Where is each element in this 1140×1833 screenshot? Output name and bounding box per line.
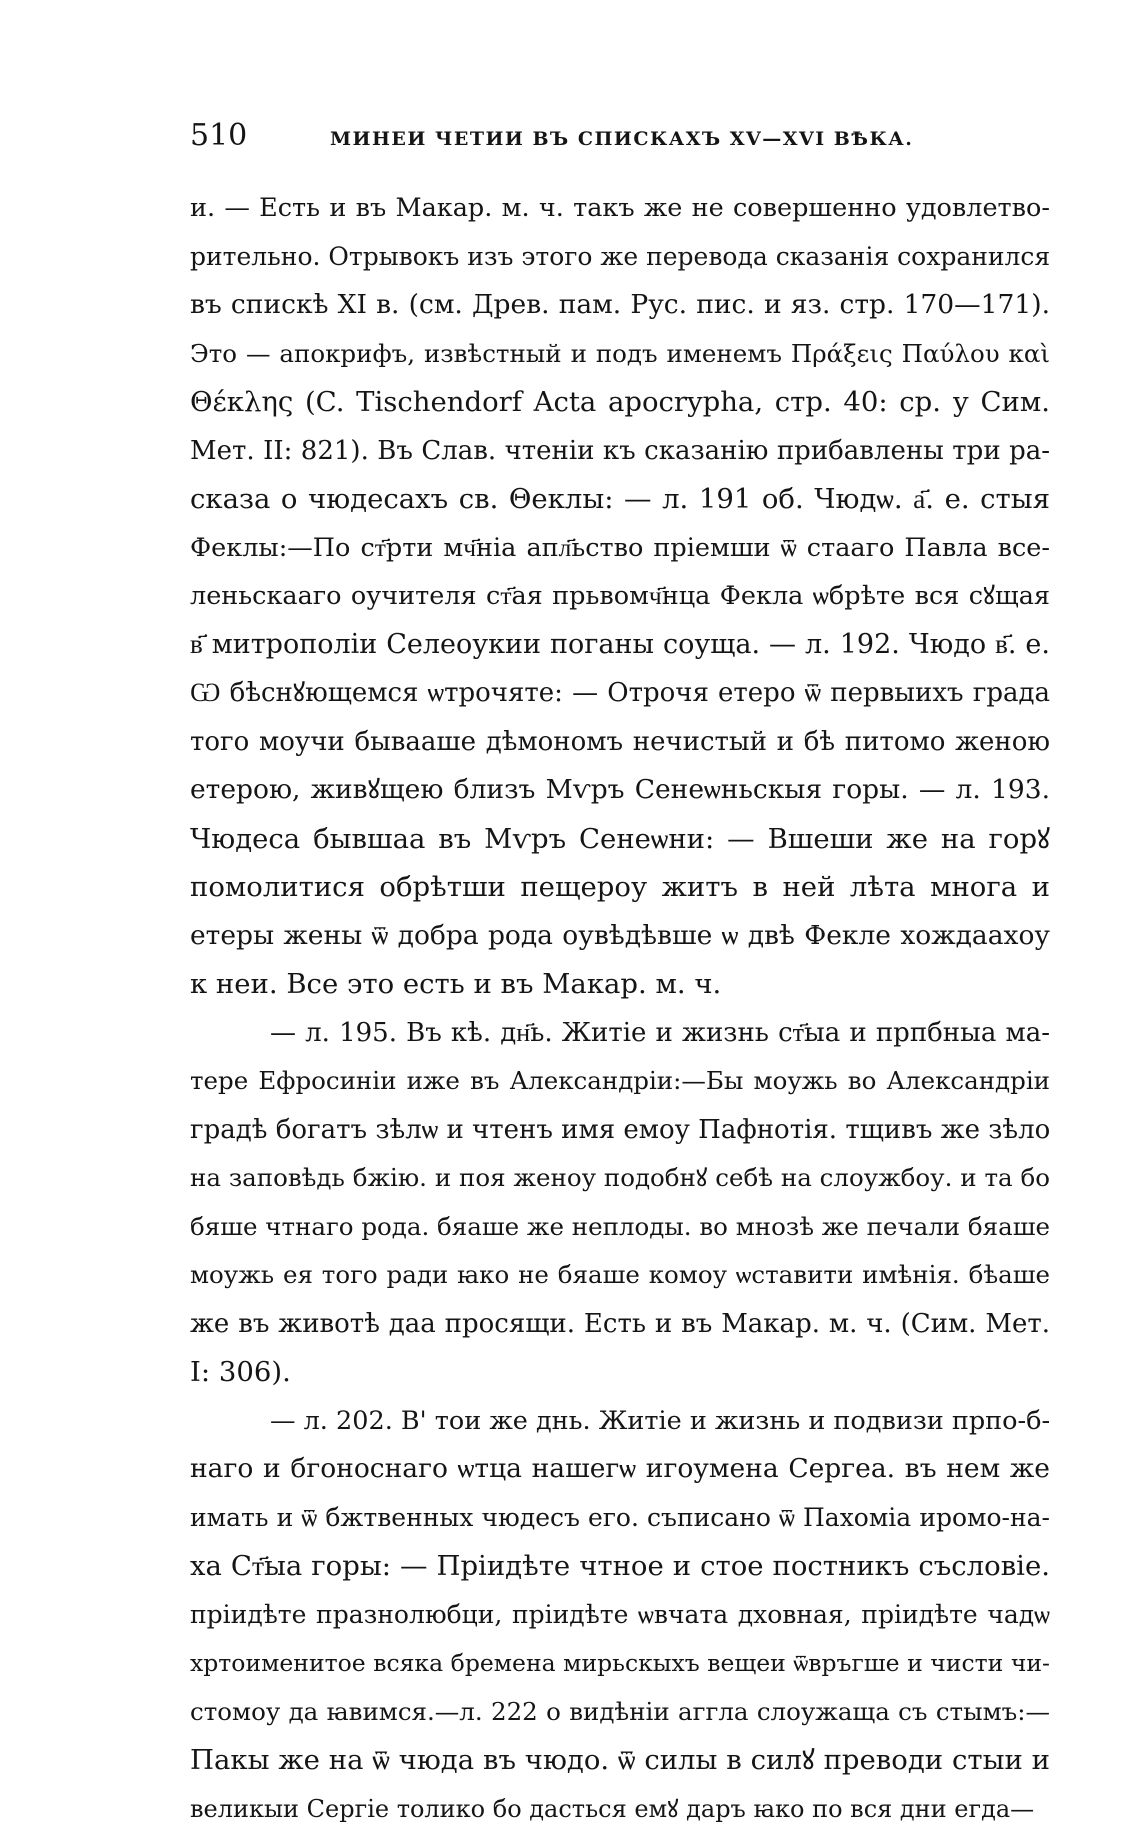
text-line: — л. 195. Въ кѣ. дн҃ь. Житіе и жизнь ст҃ыа и прпбныа ма- [190, 1009, 1050, 1058]
text-line: тере Ефросиніи иже въ Александріи:—Бы моужь во Александріи [190, 1057, 1050, 1106]
text-line: Чюдеса бывшаа въ Мѵръ Сенеѡни: — Вшеши же на горꙋ [190, 815, 1050, 864]
text-line: помолитися обрѣтши пещероу житъ в ней лѣта многа и [190, 863, 1050, 912]
text-line: — л. 202. В' тои же днь. Житіе и жизнь и подвизи прпо-б- [190, 1397, 1050, 1446]
text-line: в҃ митрополіи Селеоукии поганы соуща. — л. 192. Чюдо в҃. е. [190, 621, 1050, 670]
paragraph [190, 1009, 1050, 1397]
text-line: Пакы же на ѿ чюда въ чюдо. ѿ силы в силꙋ преводи стыи и [190, 1736, 1050, 1785]
text-line: сказа о чюдесахъ св. Θеклы: — л. 191 об. Чюдѡ. а҃. е. стыя [190, 475, 1050, 524]
text-line: ха Ст҃ыа горы: — Пріидѣте чтное и стое постникъ съсловіе. [190, 1542, 1050, 1591]
text-line: великыи Сергіе толико бо дасться емꙋ даръ ꙗко по вся дни егда— [190, 1785, 1050, 1833]
text-line: Это — апокрифъ, извѣстный и подъ именемъ Πράξεις Παύλου καὶ [190, 330, 1050, 379]
text-line: Феклы:—По ст҃рти мч҃ніа апл҃ьство пріемши ѿ стаагo Павла все- [190, 524, 1050, 573]
text-line: имать и ѿ бжтвенных чюдесъ его. съписано ѿ Пахоміа иромо-на- [190, 1494, 1050, 1543]
text-line: стомоу да ꙗвимся.—л. 222 о видѣніи аггла слоужаща съ стымъ:— [190, 1688, 1050, 1737]
book-page [190, 118, 1050, 1833]
page-header [190, 118, 1050, 162]
text-line: Мет. II: 821). Въ Слав. чтеніи къ сказанію прибавлены три ра- [190, 427, 1050, 476]
text-line: градѣ богатъ зѣлѡ и чтенъ имя емоу Пафнотія. тщивъ же зѣло [190, 1106, 1050, 1155]
text-line: Θέκλης (C. Tischendorf Acta apocrypha, стр. 40: ср. у Сим. [190, 378, 1050, 427]
text-line: етерою, живꙋщею близъ Мѵръ Сенеѡньскыя горы. — л. 193. [190, 766, 1050, 815]
text-line: того моучи бываaше дѣмономъ нечистый и бѣ питомо женою [190, 718, 1050, 767]
text-line: бяше чтнаго рода. бяаше же неплоды. во мнозѣ же печали бяаше [190, 1203, 1050, 1252]
text-line: и. — Есть и въ Макар. м. ч. такъ же не совершенно удовлетво- [190, 184, 1050, 233]
page-number: 510 [190, 118, 300, 153]
text-line: рительно. Отрывокъ изъ этого же перевода сказанія сохранился [190, 233, 1050, 282]
paragraph [190, 1397, 1050, 1833]
text-line: же въ животѣ даа просящи. Есть и въ Макар. м. ч. (Сим. Мет. [190, 1300, 1050, 1349]
text-line: I: 306). [190, 1348, 1050, 1397]
text-line: моужь ея того ради ꙗко не бяаше комоу ѡставити имѣнія. бѣаше [190, 1251, 1050, 1300]
running-title: МИНЕИ ЧЕТИИ ВЪ СПИСКАХЪ XV—XVI ВѢКА. [330, 128, 913, 150]
text-line: леньскааго оучителя ст҃ая прьвомч҃нца Фекла ѡбрѣте вся сꙋщая [190, 572, 1050, 621]
text-line: хртоименитое всяка бремена мирьскыхъ вещеи ѿвръгше и чисти чи- [190, 1639, 1050, 1688]
text-line: на заповѣдь бжію. и поя женоу подобнꙋ себѣ на слоужбоу. и та бо [190, 1154, 1050, 1203]
text-line: Ѡ бѣснꙋющемся ѡтрочяте: — Отрочя етеро ѿ первыихъ града [190, 669, 1050, 718]
text-line: етеры жены ѿ добра рода оувѣдѣвше ѡ двѣ Фекле хождаахоу [190, 912, 1050, 961]
paragraph [190, 184, 1050, 1009]
text-line: пріидѣте празнолюбци, пріидѣте ѡвчата дховная, пріидѣте чадѡ [190, 1591, 1050, 1640]
text-line: к неи. Все это есть и въ Макар. м. ч. [190, 960, 1050, 1009]
text-line: въ спискѣ XI в. (см. Древ. пам. Рус. пис. и яз. стр. 170—171). [190, 281, 1050, 330]
text-line: наго и бгоноснаго ѡтца нашегѡ игоумена Сергеа. въ нем же [190, 1445, 1050, 1494]
body-text [190, 184, 1050, 1833]
